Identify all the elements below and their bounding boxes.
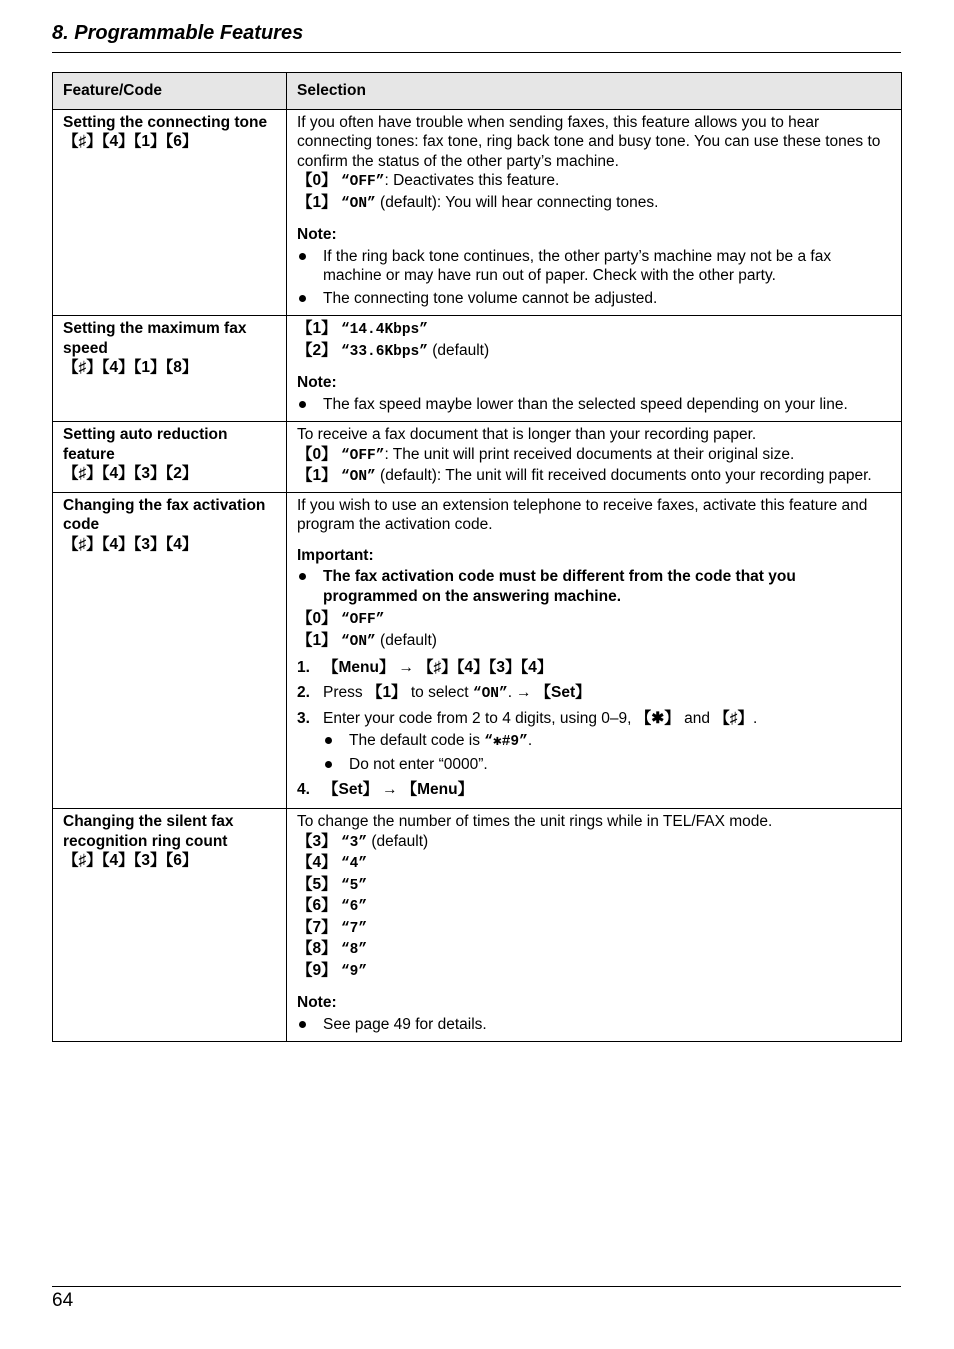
option-key: 【2】: [297, 341, 337, 359]
list-item: The connecting tone volume cannot be adjusted.: [297, 289, 891, 309]
key-sequence: 【♯】【4】【3】【4】: [417, 659, 553, 676]
list-item: The fax speed maybe lower than the selected speed depending on your line.: [297, 395, 891, 415]
table-row: [53, 109, 902, 316]
option-value: “ON”: [472, 685, 508, 702]
feature-cell: [53, 316, 287, 422]
note-heading: Note:: [297, 994, 337, 1011]
option-value: “OFF”: [340, 447, 385, 464]
option-line: [297, 631, 891, 653]
feature-name: Setting the connecting tone: [63, 113, 268, 131]
step-text: Press: [323, 683, 367, 701]
selection-intro: If you often have trouble when sending faxes, this feature allows you to hear connecting tones: fax tone, ring back tone and busy tone. You can use these tones to confirm the status of the other party’s machine.: [297, 113, 881, 170]
option-line: [297, 466, 891, 488]
option-desc: (default): You will hear connecting tones.: [375, 193, 659, 211]
option-key: 【4】: [297, 854, 337, 871]
set-key: 【Set】: [323, 780, 379, 798]
option-value: “ON”: [340, 469, 376, 485]
option-line: [297, 319, 891, 341]
set-key: 【Set】: [535, 683, 591, 701]
option-value: “7”: [340, 920, 368, 937]
option-key: 【0】: [297, 445, 337, 463]
note-heading: Note:: [297, 374, 337, 391]
option-value: “6”: [340, 899, 368, 915]
star-key: 【✱】: [635, 710, 680, 727]
option-key: 【5】: [297, 875, 337, 893]
selection-intro: To receive a fax document that is longer than your recording paper.: [297, 426, 757, 443]
option-key: 【9】: [297, 961, 337, 979]
feature-name: Changing the fax activation code: [63, 496, 266, 533]
option-desc: (default): The unit will fit received documents onto your recording paper.: [375, 467, 872, 484]
option-value: “4”: [340, 856, 368, 872]
step-number: 1.: [297, 659, 310, 676]
option-line: [297, 832, 891, 854]
option-value: “33.6Kbps”: [340, 343, 428, 360]
feature-cell: [53, 492, 287, 809]
option-key: 【1】: [297, 320, 337, 337]
option-line: [297, 961, 891, 983]
option-value: “3”: [340, 834, 368, 851]
list-item: [323, 731, 891, 753]
feature-name: Changing the silent fax recognition ring count: [63, 813, 234, 850]
option-desc: : Deactivates this feature.: [384, 172, 560, 189]
menu-key: 【Menu】: [401, 780, 474, 798]
feature-code: 【♯】【4】【3】【4】: [63, 535, 198, 553]
option-line: [297, 939, 891, 961]
option-key: 【1】: [297, 631, 337, 649]
option-key: 【6】: [297, 897, 337, 914]
step-item: [297, 709, 891, 775]
option-value: “14.4Kbps”: [340, 322, 428, 338]
step-number: 4.: [297, 780, 310, 798]
step-text: .: [507, 683, 513, 701]
option-value: “ON”: [340, 195, 376, 212]
step-number: 3.: [297, 710, 310, 727]
table-header-row: [53, 73, 902, 110]
option-key: 【1】: [297, 467, 337, 484]
option-desc: (default): [427, 341, 490, 359]
step-item: [297, 658, 891, 678]
feature-code: 【♯】【4】【1】【8】: [63, 359, 198, 376]
option-key: 【1】: [297, 193, 337, 211]
option-value: “9”: [340, 963, 368, 980]
important-list: [297, 567, 891, 606]
list-item: Do not enter “0000”.: [323, 755, 891, 775]
selection-cell: [287, 109, 902, 316]
page-header: [52, 22, 901, 53]
features-table: [52, 72, 902, 1042]
option-line: [297, 341, 891, 363]
arrow-right-icon: →: [382, 780, 398, 798]
option-line: [297, 875, 891, 897]
option-key: 【0】: [297, 610, 337, 627]
option-line: [297, 193, 891, 215]
sub-list: [323, 731, 891, 775]
key: 【1】: [366, 683, 407, 701]
table-row: [53, 422, 902, 493]
menu-key: 【Menu】: [323, 659, 395, 676]
column-header-feature: Feature/Code: [53, 73, 287, 110]
feature-cell: [53, 109, 287, 316]
page-footer: [52, 1286, 901, 1311]
note-list: [297, 1015, 891, 1035]
feature-name: Setting the maximum fax speed: [63, 320, 247, 357]
selection-cell: [287, 492, 902, 809]
important-heading: Important:: [297, 546, 374, 564]
feature-cell: [53, 809, 287, 1042]
note-list: [297, 247, 891, 309]
feature-cell: [53, 422, 287, 493]
note-list: [297, 395, 891, 415]
step-number: 2.: [297, 683, 310, 701]
default-code: “✱#9”: [484, 733, 528, 750]
option-line: [297, 896, 891, 918]
option-key: 【0】: [297, 172, 337, 189]
option-value: “ON”: [340, 633, 376, 650]
option-key: 【7】: [297, 918, 337, 936]
step-text: to select: [406, 683, 473, 701]
step-text: The default code is: [349, 731, 485, 749]
option-desc: (default): [367, 832, 429, 850]
option-line: [297, 445, 891, 467]
page-number: 64: [52, 1290, 74, 1311]
list-item: See page 49 for details.: [297, 1015, 891, 1035]
option-key: 【8】: [297, 940, 337, 957]
selection-intro: If you wish to use an extension telephone to receive faxes, activate this feature and program the activation code.: [297, 496, 868, 533]
step-text: and: [679, 710, 715, 727]
option-value: “5”: [340, 877, 368, 894]
steps-list: [297, 658, 891, 799]
option-value: “OFF”: [340, 174, 385, 190]
step-text: .: [527, 731, 533, 749]
step-text: Enter your code from 2 to 4 digits, using 0–9,: [323, 710, 636, 727]
list-item: If the ring back tone continues, the other party’s machine may not be a fax machine or may have run out of paper. Check with the other party.: [297, 247, 891, 286]
option-line: [297, 609, 891, 631]
selection-cell: [287, 422, 902, 493]
table-row: [53, 492, 902, 809]
selection-cell: [287, 809, 902, 1042]
table-row: [53, 809, 902, 1042]
list-item: The fax activation code must be different from the code that you programmed on the answering machine.: [297, 567, 891, 606]
feature-code: 【♯】【4】【1】【6】: [63, 133, 198, 150]
arrow-right-icon: →: [516, 683, 532, 701]
option-desc: : The unit will print received documents at their original size.: [384, 445, 795, 463]
option-desc: (default): [375, 631, 437, 649]
option-value: “OFF”: [340, 612, 385, 628]
option-line: [297, 918, 891, 940]
hash-key: 【♯】: [714, 710, 754, 727]
selection-cell: [287, 316, 902, 422]
note-heading: Note:: [297, 226, 337, 243]
option-line: [297, 171, 891, 193]
step-item: [297, 683, 891, 705]
feature-name: Setting auto reduction feature: [63, 426, 228, 463]
column-header-selection: Selection: [287, 73, 902, 110]
table-row: [53, 316, 902, 422]
feature-code: 【♯】【4】【3】【6】: [63, 852, 198, 869]
feature-code: 【♯】【4】【3】【2】: [63, 465, 198, 482]
option-line: [297, 853, 891, 875]
option-value: “8”: [340, 942, 368, 958]
option-key: 【3】: [297, 832, 337, 850]
arrow-right-icon: →: [398, 659, 414, 676]
section-title: 8. Programmable Features: [52, 22, 304, 44]
step-text: .: [753, 710, 758, 727]
selection-intro: To change the number of times the unit rings while in TEL/FAX mode.: [297, 813, 773, 830]
step-item: [297, 780, 891, 800]
